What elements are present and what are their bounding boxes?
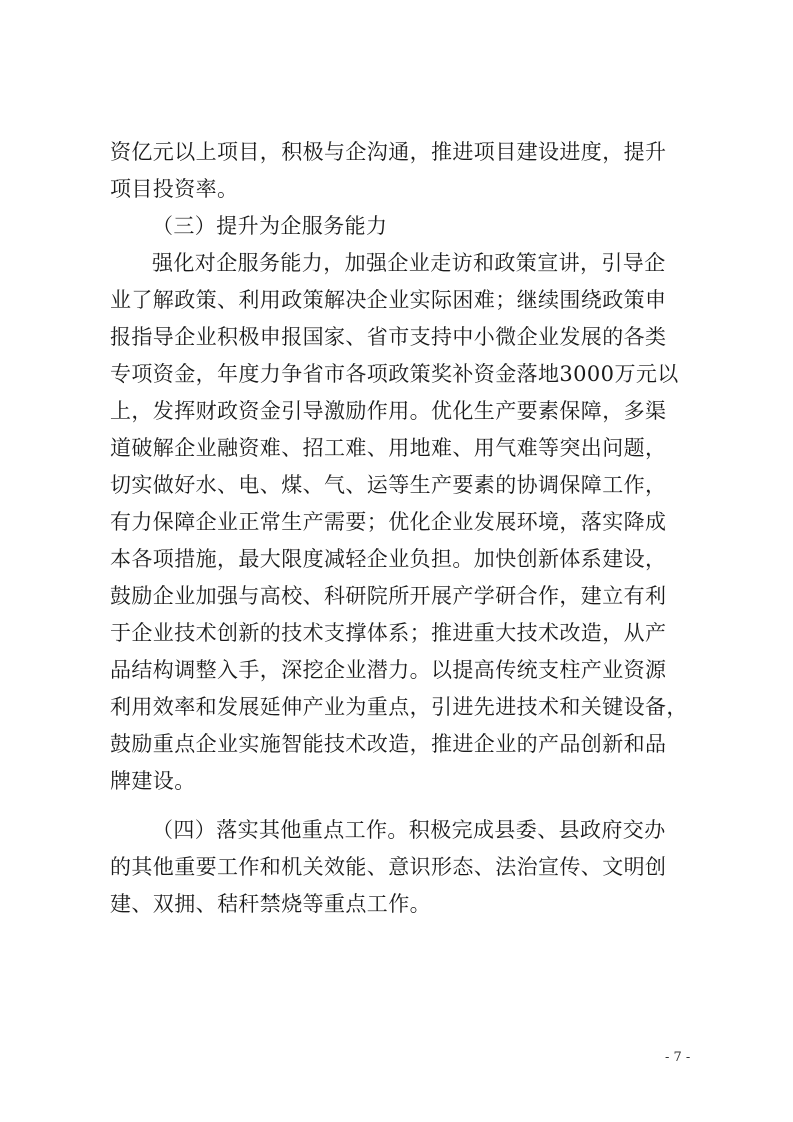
text-line: 建、双拥、秸秆禁烧等重点工作。 [110,892,431,916]
text-line: 道破解企业融资难、招工难、用地难、用气难等突出问题， [110,436,667,460]
section-heading: （三）提升为企服务能力 [152,214,388,238]
text-line: 本各项措施，最大限度减轻企业负担。加快创新体系建设， [110,547,667,571]
text-line: 业了解政策、利用政策解决企业实际困难；继续围绕政策申 [110,288,667,312]
text-line: 于企业技术创新的技术支撑体系；推进重大技术改造，从产 [110,621,667,645]
text-line: 切实做好水、电、煤、气、运等生产要素的协调保障工作， [110,473,667,497]
text-line: 专项资金，年度力争省市各项政策奖补资金落地3000万元以 [110,362,679,386]
text-line: 资亿元以上项目，积极与企沟通，推进项目建设进度，提升 [110,140,667,164]
text-line: 鼓励重点企业实施智能技术改造，推进企业的产品创新和品 [110,732,667,756]
text-line: （四）落实其他重点工作。积极完成县委、县政府交办 [152,818,666,842]
text-line: 强化对企服务能力，加强企业走访和政策宣讲，引导企 [152,251,666,275]
text-line: 利用效率和发展延伸产业为重点，引进先进技术和关键设备， [110,695,688,719]
text-line: 上，发挥财政资金引导激励作用。优化生产要素保障，多渠 [110,399,667,423]
text-line: 品结构调整入手，深挖企业潜力。以提高传统支柱产业资源 [110,658,667,682]
text-line: 有力保障企业正常生产需要；优化企业发展环境，落实降成 [110,510,667,534]
text-line: 牌建设。 [110,769,196,793]
text-line: 的其他重要工作和机关效能、意识形态、法治宣传、文明创 [110,855,667,879]
text-line: 项目投资率。 [110,177,239,201]
text-line: 鼓励企业加强与高校、科研院所开展产学研合作，建立有利 [110,584,667,608]
page-number: - 7 - [665,1050,691,1065]
text-line: 报指导企业积极申报国家、省市支持中小微企业发展的各类 [110,325,667,349]
